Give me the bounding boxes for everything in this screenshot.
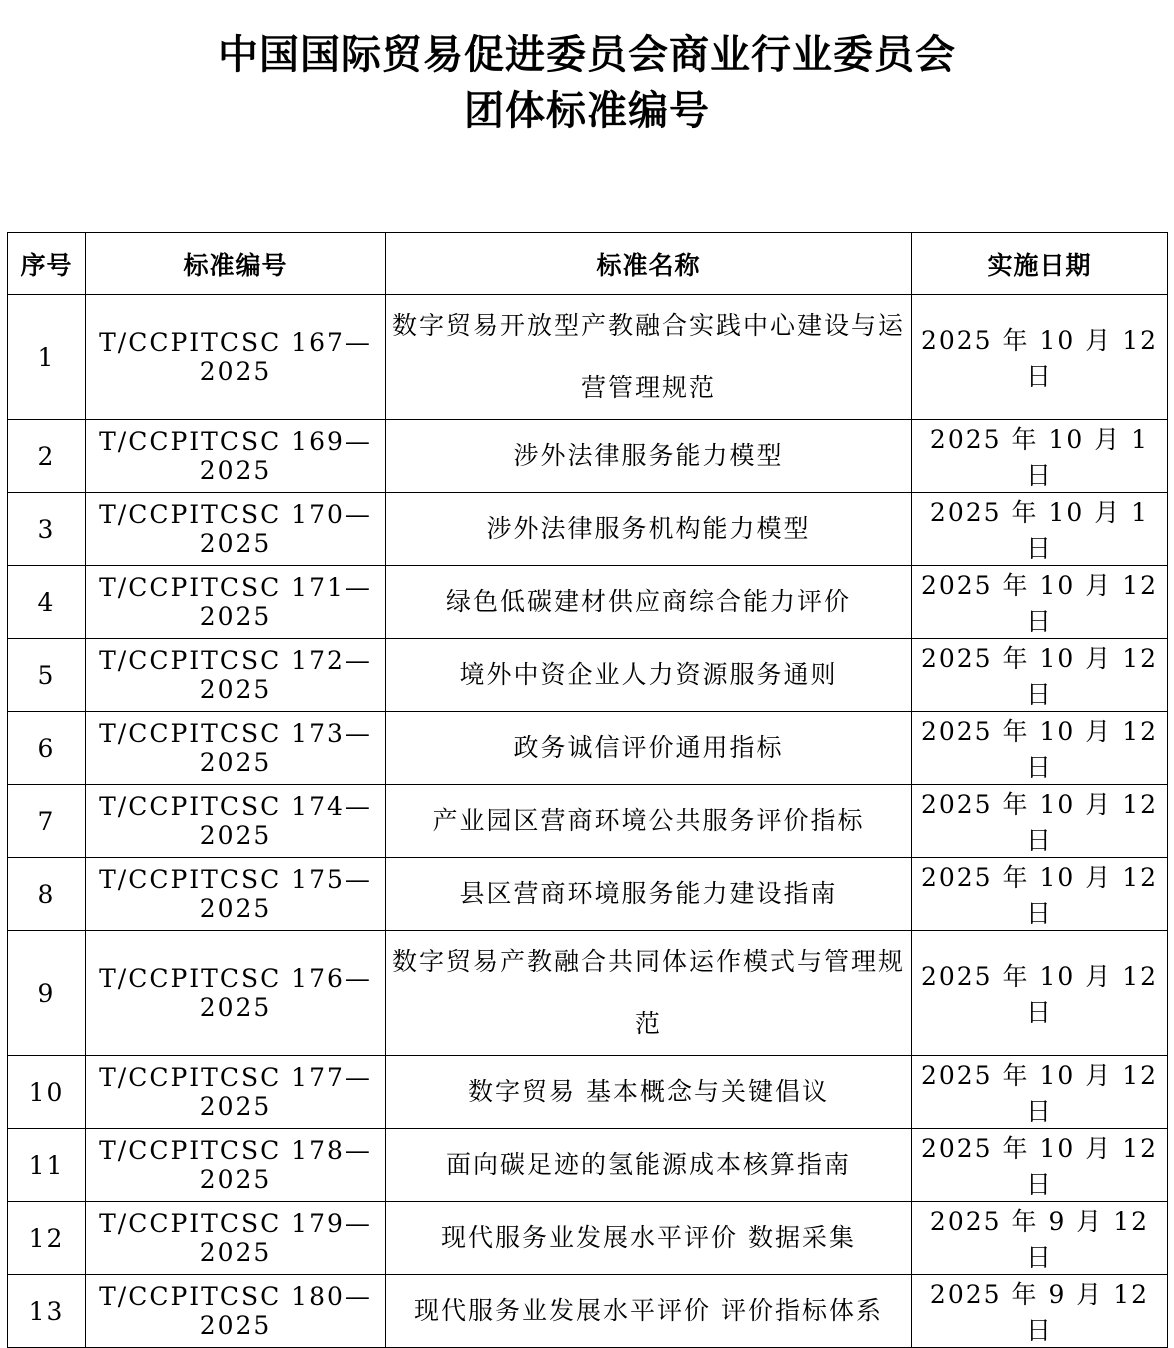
standard-code: T/CCPITCSC 175—2025	[86, 858, 386, 931]
standard-code: T/CCPITCSC 171—2025	[86, 566, 386, 639]
table-row	[8, 931, 1168, 1056]
standard-name: 数字贸易 基本概念与关键倡议	[386, 1056, 912, 1129]
standard-name: 境外中资企业人力资源服务通则	[386, 639, 912, 712]
standard-name: 绿色低碳建材供应商综合能力评价	[386, 566, 912, 639]
serial-number: 10	[8, 1056, 86, 1129]
effective-date: 2025 年 9 月 12 日	[912, 1202, 1168, 1275]
table-row	[8, 639, 1168, 712]
standard-code: T/CCPITCSC 172—2025	[86, 639, 386, 712]
table-row	[8, 1129, 1168, 1202]
serial-number: 8	[8, 858, 86, 931]
table-row	[8, 295, 1168, 420]
standard-code: T/CCPITCSC 173—2025	[86, 712, 386, 785]
standard-name: 数字贸易开放型产教融合实践中心建设与运营管理规范	[386, 295, 912, 420]
standard-name: 产业园区营商环境公共服务评价指标	[386, 785, 912, 858]
header-effective-date: 实施日期	[912, 233, 1168, 295]
standard-code: T/CCPITCSC 177—2025	[86, 1056, 386, 1129]
standards-table	[7, 232, 1168, 1348]
effective-date: 2025 年 10 月 1 日	[912, 493, 1168, 566]
standard-name: 现代服务业发展水平评价 评价指标体系	[386, 1275, 912, 1348]
effective-date: 2025 年 10 月 12 日	[912, 1129, 1168, 1202]
standard-code: T/CCPITCSC 169—2025	[86, 420, 386, 493]
standard-name: 县区营商环境服务能力建设指南	[386, 858, 912, 931]
effective-date: 2025 年 9 月 12 日	[912, 1275, 1168, 1348]
serial-number: 2	[8, 420, 86, 493]
table-row	[8, 712, 1168, 785]
serial-number: 5	[8, 639, 86, 712]
effective-date: 2025 年 10 月 12 日	[912, 858, 1168, 931]
effective-date: 2025 年 10 月 12 日	[912, 295, 1168, 420]
table-row	[8, 566, 1168, 639]
standard-code: T/CCPITCSC 179—2025	[86, 1202, 386, 1275]
serial-number: 1	[8, 295, 86, 420]
header-standard-name: 标准名称	[386, 233, 912, 295]
table-row	[8, 493, 1168, 566]
serial-number: 12	[8, 1202, 86, 1275]
standard-code: T/CCPITCSC 180—2025	[86, 1275, 386, 1348]
effective-date: 2025 年 10 月 12 日	[912, 712, 1168, 785]
serial-number: 13	[8, 1275, 86, 1348]
standard-code: T/CCPITCSC 174—2025	[86, 785, 386, 858]
table-row	[8, 785, 1168, 858]
effective-date: 2025 年 10 月 12 日	[912, 1056, 1168, 1129]
effective-date: 2025 年 10 月 12 日	[912, 639, 1168, 712]
header-serial-number: 序号	[8, 233, 86, 295]
serial-number: 4	[8, 566, 86, 639]
table-row	[8, 420, 1168, 493]
standard-name: 政务诚信评价通用指标	[386, 712, 912, 785]
standard-name: 涉外法律服务能力模型	[386, 420, 912, 493]
serial-number: 9	[8, 931, 86, 1056]
table-row	[8, 1275, 1168, 1348]
document-title: 中国国际贸易促进委员会商业行业委员会	[218, 32, 956, 78]
standard-name: 面向碳足迹的氢能源成本核算指南	[386, 1129, 912, 1202]
table-header-row	[8, 233, 1168, 295]
table-row	[8, 1056, 1168, 1129]
standard-name: 数字贸易产教融合共同体运作模式与管理规范	[386, 931, 912, 1056]
standard-code: T/CCPITCSC 167—2025	[86, 295, 386, 420]
effective-date: 2025 年 10 月 1 日	[912, 420, 1168, 493]
effective-date: 2025 年 10 月 12 日	[912, 785, 1168, 858]
standard-name: 涉外法律服务机构能力模型	[386, 493, 912, 566]
standard-name: 现代服务业发展水平评价 数据采集	[386, 1202, 912, 1275]
standard-code: T/CCPITCSC 176—2025	[86, 931, 386, 1056]
standard-code: T/CCPITCSC 178—2025	[86, 1129, 386, 1202]
serial-number: 11	[8, 1129, 86, 1202]
document-subtitle: 团体标准编号	[464, 88, 710, 134]
table-row	[8, 1202, 1168, 1275]
serial-number: 6	[8, 712, 86, 785]
serial-number: 3	[8, 493, 86, 566]
header-standard-code: 标准编号	[86, 233, 386, 295]
table-row	[8, 858, 1168, 931]
standard-code: T/CCPITCSC 170—2025	[86, 493, 386, 566]
effective-date: 2025 年 10 月 12 日	[912, 931, 1168, 1056]
effective-date: 2025 年 10 月 12 日	[912, 566, 1168, 639]
serial-number: 7	[8, 785, 86, 858]
